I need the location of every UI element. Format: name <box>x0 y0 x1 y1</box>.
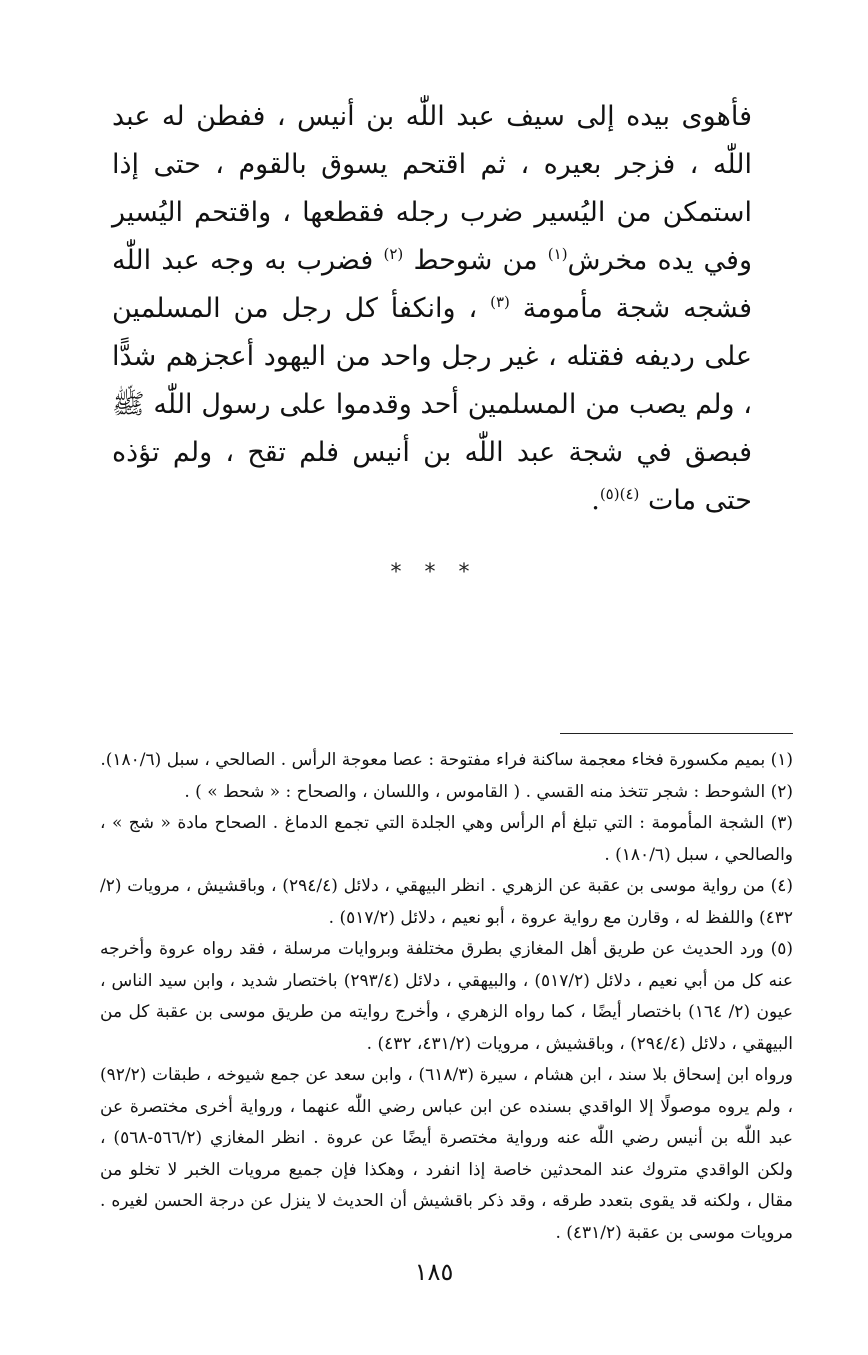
footnote-ref-1: (١) <box>547 245 568 263</box>
footnote-4: (٤) من رواية موسى بن عقبة عن الزهري . انظر البيهقي ، دلائل (٢٩٤/٤) ، وباقشيش ، مرويات (٢/ ٤٣٢) واللفظ له ، وقارن مع رواية عروة ، أبو نعيم ، دلائل (٥١٧/٢) . <box>100 876 793 928</box>
footnote-3: (٣) الشجة المأمومة : التي تبلغ أم الرأس وهي الجلدة التي تجمع الدماغ . الصحاح مادة « شج » ، والصالحي ، سبل (١٨٠/٦) . <box>100 813 793 865</box>
footnote-5-continued: ورواه ابن إسحاق بلا سند ، ابن هشام ، سيرة (٦١٨/٣) ، وابن سعد عن جمع شيوخه ، طبقات (٩٢/٢) ، ولم يروه موصولًا إلا الواقدي بسنده عن ابن عباس رضي اللّٰه عنهما ، ورواية أخرى مختصرة عن عبد اللّٰه بن أنيس رضي اللّٰه عنه ورواية مختصرة أيضًا عن عروة . انظر المغازي (٥٦٦/٢-٥٦٨) ، ولكن الواقدي متروك عند المحدثين خاصة إذا انفرد ، وهكذا فإن جميع مرويات الخبر لا تخلو من مقال ، ولكنه قد يقوى بتعدد طرقه ، وقد ذكر باقشيش أن الحديث لا ينزل عن درجة الحسن لغيره . مرويات موسى بن عقبة (٤٣١/٢) . <box>100 1065 794 1243</box>
section-separator: * * * <box>390 560 478 585</box>
footnote-ref-4-5: (٤)(٥) <box>599 485 640 503</box>
main-text-part3: فضرب به وجه عبد اللّٰه فشجه شجة مأمومة <box>112 245 752 324</box>
footnote-ref-3: (٣) <box>490 293 510 311</box>
footnote-divider <box>560 733 793 734</box>
footnote-2: (٢) الشوحط : شجر تتخذ منه القسي . ( القاموس ، واللسان ، والصحاح : « شحط » ) . <box>184 781 793 802</box>
main-text-part2: من شوحط <box>403 245 548 276</box>
main-text-end: . <box>591 485 600 516</box>
main-text-part1: فأهوى بيده إلى سيف عبد اللّٰه بن أنيس ، ففطن له عبد اللّٰه ، فزجر بعيره ، ثم اقتحم يسوق بالقوم ، حتى إذا استمكن من اليُسير ضرب رجله فقطعها ، واقتحم اليُسير وفي يده مخرش <box>112 101 752 276</box>
footnote-ref-2: (٢) <box>383 245 404 263</box>
footnote-1: (١) بميم مكسورة فخاء معجمة ساكنة فراء مفتوحة : عصا معوجة الرأس . الصالحي ، سبل (١٨٠/٦). <box>100 750 793 770</box>
main-paragraph <box>112 93 752 525</box>
footnote-5: (٥) ورد الحديث عن طريق أهل المغازي بطرق مختلفة وبروايات مرسلة ، فقد رواه عروة وأخرجه عنه كل من أبي نعيم ، دلائل (٥١٧/٢) ، والبيهقي ، دلائل (٢٩٣/٤) باختصار شديد ، وابن سيد الناس ، عيون (٢/ ١٦٤) باختصار أيضًا ، كما رواه الزهري ، وأخرج روايته من طريق موسى بن عقبة كل من البيهقي ، دلائل (٢٩٤/٤) ، وباقشيش ، مرويات (٤٣١/٢، ٤٣٢) . <box>100 939 794 1054</box>
main-text-part4: ، وانكفأ كل رجل من المسلمين على رديفه فقتله ، غير رجل واحد من اليهود أعجزهم شدًّا ، ولم يصب من المسلمين أحد وقدموا على رسول اللّٰه ﷺ فبصق في شجة عبد اللّٰه بن أنيس فلم تقح ، ولم تؤذه حتى مات <box>112 293 752 516</box>
page-number: ١٨٥ <box>414 1258 454 1286</box>
main-text <box>112 93 752 525</box>
footnotes <box>100 745 793 1249</box>
